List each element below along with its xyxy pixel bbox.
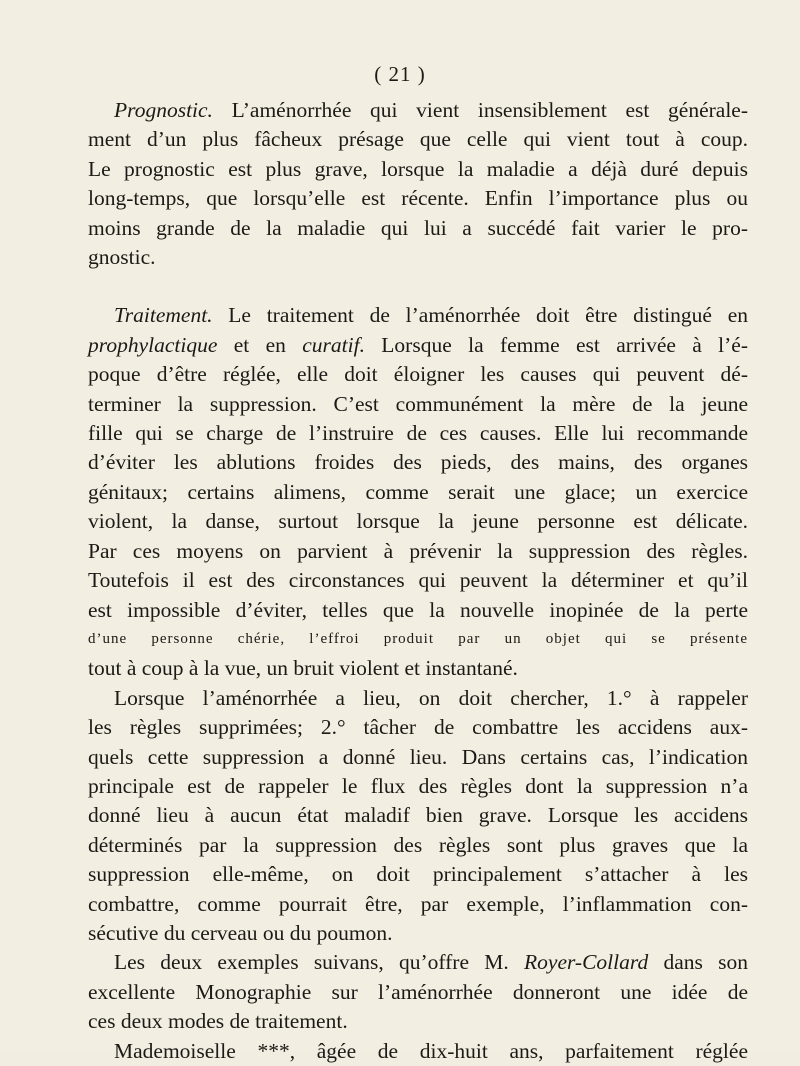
text-line: d’éviter les ablutions froides des pieds, des mains, des organes (88, 450, 748, 475)
page-number: ( 21 ) (374, 62, 426, 86)
text-line: long-temps, que lorsqu’elle est récente. Enfin l’importance plus ou (88, 186, 748, 211)
text-line: Prognostic. L’aménorrhée qui vient insensiblement est générale- (114, 98, 748, 122)
text-line: ces deux modes de traitement. (88, 1009, 348, 1034)
text-line: Toutefois il est des circonstances qui peuvent la déterminer et qu’il (88, 568, 748, 593)
text-line: tout à coup à la vue, un bruit violent et instantané. (88, 656, 518, 681)
text-line: fille qui se charge de l’instruire de ces causes. Elle lui recommande (88, 421, 748, 446)
paragraph-exemples (88, 948, 748, 1036)
text-line: suppression elle-même, on doit principalement s’attacher à les (88, 862, 748, 887)
text-line: les règles supprimées; 2.° tâcher de combattre les accidens aux- (88, 715, 748, 740)
text-line: déterminés par la suppression des règles sont plus graves que la (88, 832, 748, 857)
text-line: combattre, comme pourrait être, par exemple, l’inflammation con- (88, 891, 748, 916)
text-line: donné lieu à aucun état maladif bien grave. Lorsque les accidens (88, 803, 748, 828)
author-name: Royer-Collard (524, 950, 649, 975)
paragraph-prognostic (88, 96, 748, 272)
paragraph-spacer (88, 272, 748, 301)
text-line: Les deux exemples suivans, qu’offre M. Royer-Collard dans son (114, 950, 749, 975)
text-line: sécutive du cerveau ou du poumon. (88, 920, 393, 945)
text-line: génitaux; certains alimens, comme serait une glace; un exercice (88, 479, 748, 504)
text-line: prophylactique et en curatif. Lorsque la femme est arrivée à l’é- (88, 332, 748, 357)
text-line: est impossible d’éviter, telles que la nouvelle inopinée de la perte (88, 597, 748, 622)
text-line: Mademoiselle ***, âgée de dix-huit ans, parfaitement réglée (114, 1038, 748, 1063)
section-heading-traitement: Traitement. (114, 303, 213, 328)
text-line: gnostic. (88, 245, 156, 270)
text-line: Traitement. Le traitement de l’aménorrhée doit être distingué en (114, 303, 748, 328)
term-prophylactique: prophylactique (88, 332, 218, 357)
text-line: d’une personne chérie, l’effroi produit par un objet qui se présente (88, 630, 748, 647)
text-line: ment d’un plus fâcheux présage que celle qui vient tout à coup. (88, 127, 748, 152)
paragraph-mademoiselle (88, 1037, 748, 1066)
text-line: principale est de rappeler le flux des règles dont la suppression n’a (88, 773, 748, 798)
text-line: excellente Monographie sur l’aménorrhée donneront une idée de (88, 979, 748, 1004)
body-text (88, 96, 748, 1066)
text-line: Le prognostic est plus grave, lorsque la maladie a déjà duré depuis (88, 156, 748, 181)
section-heading-prognostic: Prognostic. (114, 98, 213, 122)
text-line: poque d’être réglée, elle doit éloigner les causes qui peuvent dé- (88, 362, 748, 387)
text-line: terminer la suppression. C’est communément la mère de la jeune (88, 391, 748, 416)
paragraph-lorsque (88, 684, 748, 949)
text-line: quels cette suppression a donné lieu. Dans certains cas, l’indication (88, 744, 748, 769)
text-line: moins grande de la maladie qui lui a succédé fait varier le pro- (88, 215, 748, 240)
paragraph-traitement (88, 301, 748, 683)
text-line: Lorsque l’aménorrhée a lieu, on doit chercher, 1.° à rappeler (114, 685, 748, 710)
text-line: Par ces moyens on parvient à prévenir la suppression des règles. (88, 538, 748, 563)
term-curatif: curatif. (302, 332, 365, 357)
text-line: violent, la danse, surtout lorsque la jeune personne est délicate. (88, 509, 748, 534)
